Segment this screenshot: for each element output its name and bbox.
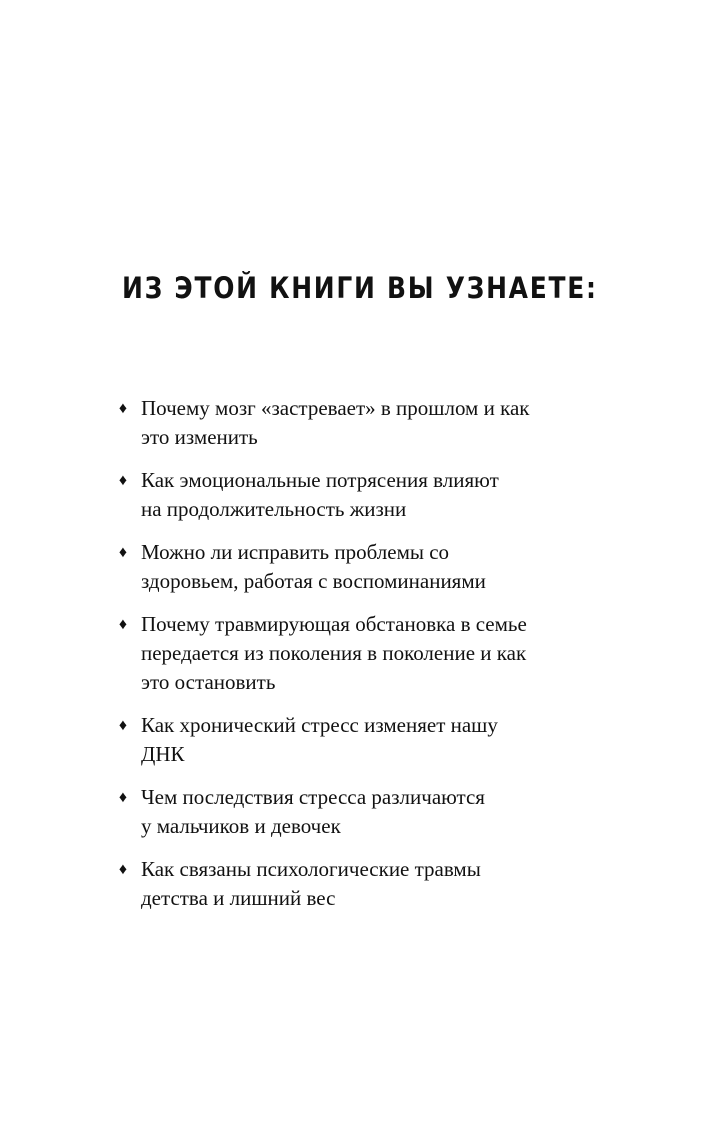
list-item-line: Почему травмирующая обстановка в семье <box>141 612 527 636</box>
diamond-bullet-icon: ♦ <box>118 544 128 561</box>
list-item <box>116 538 586 596</box>
list-item <box>116 394 586 452</box>
list-item-line: Почему мозг «застревает» в прошлом и как <box>141 396 530 420</box>
list-item <box>116 855 586 913</box>
list-item-line: Чем последствия стресса различаются <box>141 785 485 809</box>
diamond-bullet-icon: ♦ <box>118 789 128 806</box>
list-item <box>116 783 586 841</box>
list-item-line: здоровьем, работая с воспоминаниями <box>141 569 486 593</box>
list-item-line: передается из поколения в поколение и как <box>141 641 527 665</box>
list-item-line: детства и лишний вес <box>141 886 336 910</box>
topics-list <box>116 394 586 927</box>
list-item-line: у мальчиков и девочек <box>141 814 341 838</box>
list-item <box>116 610 586 697</box>
diamond-bullet-icon: ♦ <box>118 472 128 489</box>
list-item <box>116 711 586 769</box>
diamond-bullet-icon: ♦ <box>118 861 128 878</box>
diamond-bullet-icon: ♦ <box>118 616 128 633</box>
page-heading: ИЗ ЭТОЙ КНИГИ ВЫ УЗНАЕТЕ: <box>122 271 598 305</box>
diamond-bullet-icon: ♦ <box>118 717 128 734</box>
list-item-line: это остановить <box>141 670 276 694</box>
diamond-bullet-icon: ♦ <box>118 400 128 417</box>
list-item-line: Можно ли исправить проблемы со <box>141 540 450 564</box>
list-item-line: ДНК <box>141 742 185 766</box>
list-item-line: Как связаны психологические травмы <box>141 857 481 881</box>
list-item-line: Как эмоциональные потрясения влияют <box>141 468 499 492</box>
list-item-line: это изменить <box>141 425 258 449</box>
list-item <box>116 466 586 524</box>
list-item-line: Как хронический стресс изменяет нашу <box>141 713 498 737</box>
list-item-line: на продолжительность жизни <box>141 497 407 521</box>
